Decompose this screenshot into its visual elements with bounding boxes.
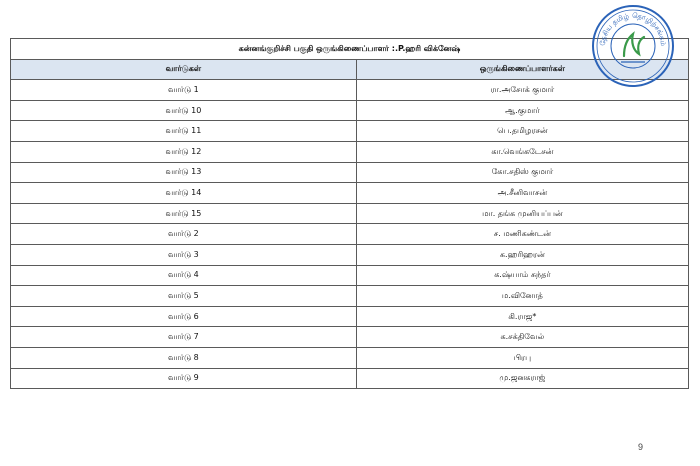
coordinator-cell: ம.வினோத்	[356, 286, 688, 307]
table-header-row	[11, 59, 689, 80]
ward-cell: வார்டு 8	[11, 347, 357, 368]
ward-cell: வார்டு 13	[11, 162, 357, 183]
table-title-row	[11, 39, 689, 60]
coordinator-cell: கா.வெங்கடேசன்	[356, 141, 688, 162]
ward-cell: வார்டு 1	[11, 80, 357, 101]
ward-cell: வார்டு 2	[11, 224, 357, 245]
coordinator-cell: மா. தங்க முனியப்பன்	[356, 203, 688, 224]
page-number: 9	[638, 442, 644, 452]
coordinator-cell: பெ.தமிழரசன்	[356, 121, 688, 142]
ward-cell: வார்டு 14	[11, 183, 357, 204]
ward-cell: வார்டு 11	[11, 121, 357, 142]
ward-cell: வார்டு 4	[11, 265, 357, 286]
coordinator-cell: பிரபு	[356, 347, 688, 368]
table-row	[11, 265, 689, 286]
ward-cell: வார்டு 10	[11, 100, 357, 121]
table-row	[11, 162, 689, 183]
table-row	[11, 80, 689, 101]
coordinator-cell: கோ.சதிஸ் குமார்	[356, 162, 688, 183]
table-row	[11, 141, 689, 162]
seal-emblem	[624, 34, 644, 56]
table-row	[11, 203, 689, 224]
ward-cell: வார்டு 15	[11, 203, 357, 224]
coordinator-cell: க.சக்திவேல்	[356, 327, 688, 348]
coordinator-table	[10, 38, 689, 389]
column-header-coordinators: ஒருங்கிணைப்பாளர்கள்	[356, 59, 688, 80]
table-row	[11, 327, 689, 348]
organization-seal-stamp	[591, 4, 675, 88]
table-row	[11, 183, 689, 204]
coordinator-cell: ரா.அசோக் குமார்	[356, 80, 688, 101]
column-header-wards: வார்டுகள்	[11, 59, 357, 80]
ward-cell: வார்டு 3	[11, 244, 357, 265]
table-row	[11, 121, 689, 142]
table-row	[11, 347, 689, 368]
coordinator-cell: க.ஷ்யாம் சுந்தர்	[356, 265, 688, 286]
table-row	[11, 306, 689, 327]
ward-cell: வார்டு 7	[11, 327, 357, 348]
coordinator-cell: அ.சீனிவாசன்	[356, 183, 688, 204]
coordinator-cell: ஆ.குமார்	[356, 100, 688, 121]
ward-cell: வார்டு 6	[11, 306, 357, 327]
table-title: கன்னங்குறிச்சி பகுதி ஒருங்கிணைப்பாளர் :.P.ஹரி விக்னேஷ்	[11, 39, 689, 60]
coordinator-cell: க.ஹரிஹரன்	[356, 244, 688, 265]
ward-cell: வார்டு 5	[11, 286, 357, 307]
ward-cell: வார்டு 12	[11, 141, 357, 162]
seal-text-path: தேசிய தமிழ் தொழிற்சங்கம்	[598, 11, 668, 47]
table-row	[11, 286, 689, 307]
table-row	[11, 244, 689, 265]
coordinator-cell: ச. மணிகண்டன்	[356, 224, 688, 245]
coordinator-cell: கி.ராஜ*	[356, 306, 688, 327]
table-row	[11, 368, 689, 389]
table-row	[11, 100, 689, 121]
coordinator-cell: மு.ஜனகராஜ்	[356, 368, 688, 389]
table-row	[11, 224, 689, 245]
ward-cell: வார்டு 9	[11, 368, 357, 389]
